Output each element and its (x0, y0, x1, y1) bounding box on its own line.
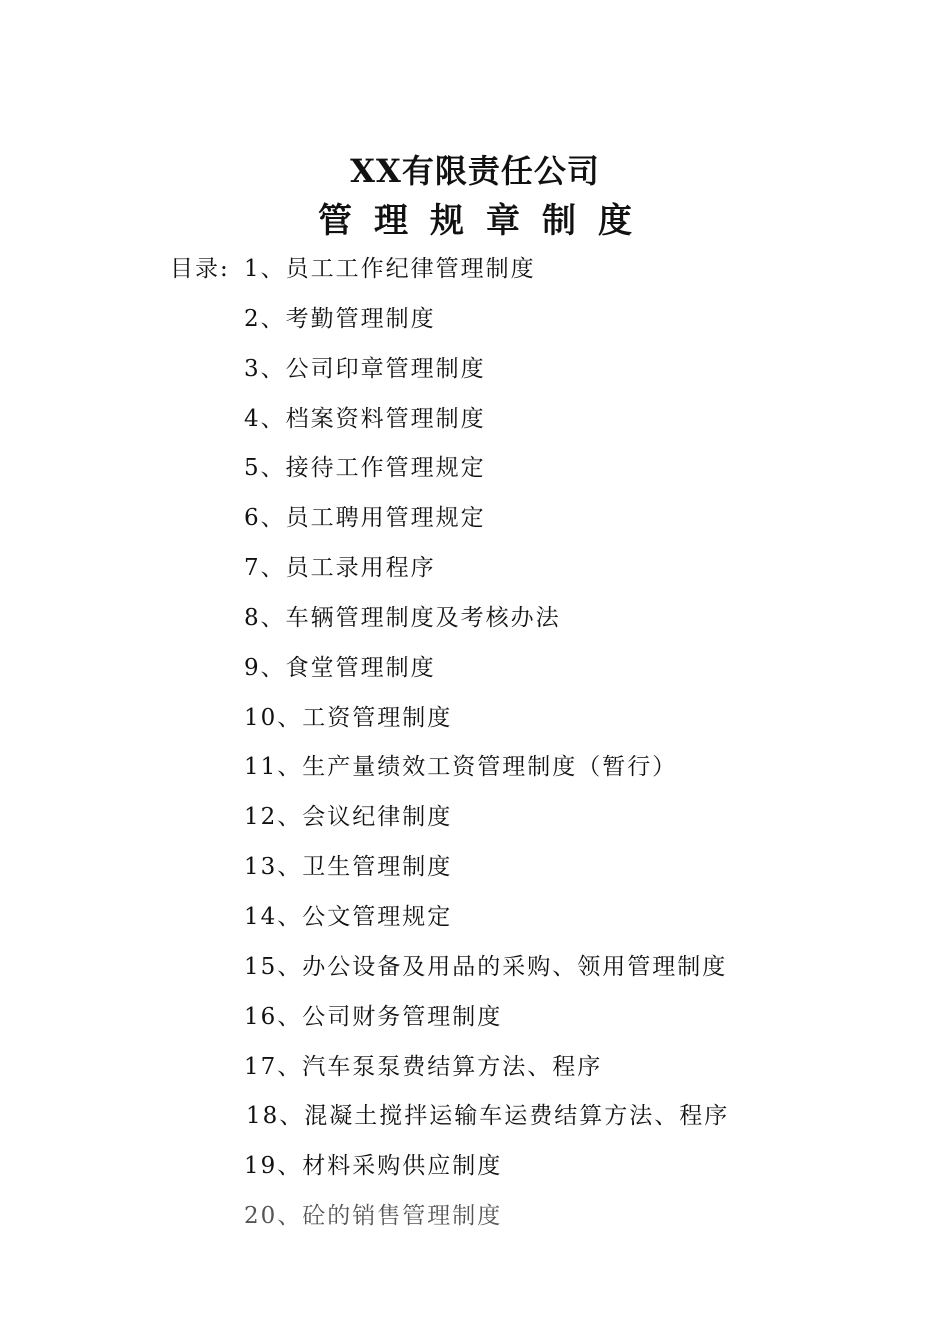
toc-item (0, 1043, 950, 1093)
toc-item-text: 11、生产量绩效工资管理制度（暂行） (244, 754, 678, 781)
toc-item (0, 893, 950, 943)
toc-item-text: 9、食堂管理制度 (244, 654, 436, 681)
toc-item (0, 843, 950, 893)
toc-item (0, 544, 950, 594)
toc-item (0, 743, 950, 793)
toc-item (0, 444, 950, 494)
toc-item (0, 793, 950, 843)
toc-item (0, 694, 950, 744)
company-title: XX有限责任公司 (350, 152, 600, 190)
toc-item (0, 295, 950, 345)
toc-item-text: 3、公司印章管理制度 (244, 355, 486, 382)
toc-item (0, 494, 950, 544)
toc-item-text: 12、会议纪律制度 (244, 804, 453, 831)
toc-item-text: 5、接待工作管理规定 (244, 455, 486, 482)
toc-item-text: 13、卫生管理制度 (244, 854, 453, 881)
toc-item-text: 2、考勤管理制度 (244, 305, 436, 332)
toc-item-text: 8、车辆管理制度及考核办法 (244, 604, 561, 631)
toc-item (0, 644, 950, 694)
toc-item (0, 993, 950, 1043)
toc-item (0, 1142, 950, 1192)
toc-item-text: 18、混凝土搅拌运输车运费结算方法、程序 (246, 1103, 730, 1130)
toc-item-text: 6、员工聘用管理规定 (244, 505, 486, 532)
toc-item-text: 19、材料采购供应制度 (244, 1153, 503, 1180)
toc-item-text: 17、汽车泵泵费结算方法、程序 (244, 1053, 603, 1080)
document-title: 管理规章制度 (318, 201, 654, 241)
toc-item-text: 20、砼的销售管理制度 (244, 1203, 503, 1230)
toc-item-text: 16、公司财务管理制度 (244, 1003, 503, 1030)
toc-item (0, 1192, 950, 1242)
toc-item-text: 1、员工工作纪律管理制度 (244, 256, 536, 282)
toc-item (0, 345, 950, 395)
toc-item-text: 7、员工录用程序 (244, 555, 436, 582)
toc-item (0, 594, 950, 644)
toc-item-text: 14、公文管理规定 (244, 903, 453, 930)
table-of-contents (0, 245, 950, 1242)
toc-item (0, 245, 950, 295)
toc-item-text: 15、办公设备及用品的采购、领用管理制度 (244, 953, 728, 980)
toc-item (0, 943, 950, 993)
toc-item (0, 1092, 950, 1142)
toc-label: 目录: (170, 256, 230, 282)
toc-item-text: 10、工资管理制度 (244, 704, 453, 731)
toc-item-text: 4、档案资料管理制度 (244, 405, 486, 432)
toc-item (0, 395, 950, 445)
